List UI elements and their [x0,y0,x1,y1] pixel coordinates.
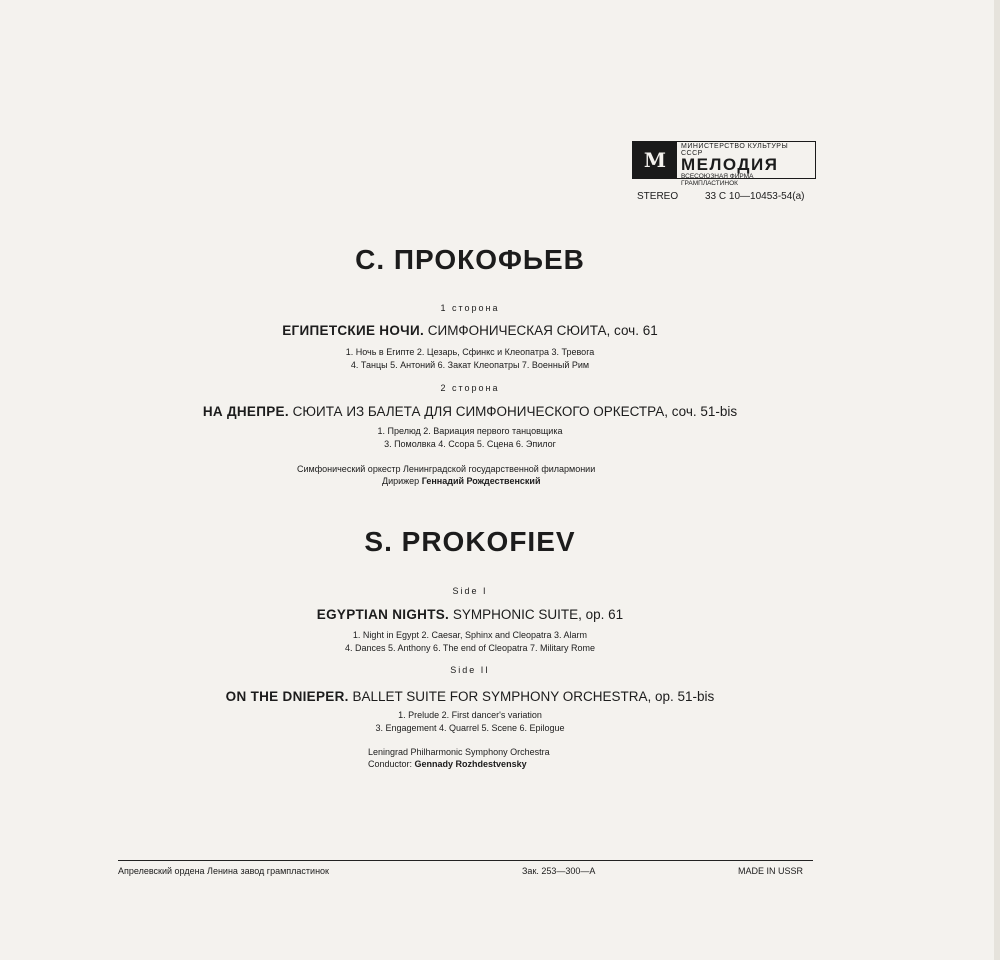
footer-rule [118,860,813,861]
work2-tracks-line1-en: 1. Prelude 2. First dancer's variation [398,710,542,720]
conductor-name-ru: Геннадий Рождественский [421,476,541,486]
work2-subtitle-ru: СЮИТА ИЗ БАЛЕТА ДЛЯ СИМФОНИЧЕСКОГО ОРКЕСТРА, соч. 51-bis [292,404,738,419]
conductor-ru [382,475,541,488]
side2-label-ru: 2 сторона [440,383,500,393]
work2-title-ru: НА ДНЕПРЕ. [202,404,289,419]
catalog-number: 33 С 10—10453-54(а) [705,191,805,202]
side1-label-ru: 1 сторона [440,303,500,313]
work1-tracks-line2-en: 4. Dances 5. Anthony 6. The end of Cleopatra 7. Military Rome [345,642,595,653]
work2-tracks-line2-ru: 3. Помолвка 4. Ссора 5. Сцена 6. Эпилог [384,438,556,449]
orchestra-en: Leningrad Philharmonic Symphony Orchestra [368,747,550,757]
melodiya-badge-icon: М [633,142,677,178]
orchestra-ru: Симфонический оркестр Ленинградской государственной филармонии [297,464,596,474]
work2-tracks-en [0,709,940,734]
logo-ministry: МИНИСТЕРСТВО КУЛЬТУРЫ СССР [681,143,789,157]
work2-tracks-ru [0,425,940,450]
work1-tracks-line1-en: 1. Night in Egypt 2. Caesar, Sphinx and Cleopatra 3. Alarm [352,630,588,640]
logo-subtitle: ВСЕСОЮЗНАЯ ФИРМА ГРАМПЛАСТИНОК [681,173,754,187]
paper-edge [994,0,1000,960]
work1-title-en: EGYPTIAN NIGHTS. [316,607,450,622]
work2-tracks-line2-en: 3. Engagement 4. Quarrel 5. Scene 6. Epilogue [375,722,565,733]
work2-ru [0,404,940,419]
made-in-ussr: MADE IN USSR [738,866,804,876]
logo-brand: МЕЛОДИЯ [681,155,779,174]
work2-title-en: ON THE DNIEPER. [225,689,349,704]
logo-text [677,142,815,187]
work2-subtitle-en: BALLET SUITE FOR SYMPHONY ORCHESTRA, op. 51-bis [352,689,715,704]
work1-tracks-ru [0,346,940,371]
composer-en: S. PROKOFIEV [364,526,576,557]
work1-title-ru: ЕГИПЕТСКИЕ НОЧИ. [282,323,425,338]
conductor-label-ru: Дирижер [382,476,420,486]
stereo-label: STEREO [637,191,679,202]
conductor-name-en: Gennady Rozhdestvensky [414,759,527,769]
work1-tracks-en [0,629,940,654]
work1-subtitle-en: SYMPHONIC SUITE, op. 61 [452,607,624,622]
conductor-en [368,758,527,771]
plant-name: Апрелевский ордена Ленина завод грампластинок [118,866,329,876]
composer-ru: С. ПРОКОФЬЕВ [355,244,585,275]
conductor-label-en: Conductor: [368,759,413,769]
work2-tracks-line1-ru: 1. Прелюд 2. Вариация первого танцовщика [377,426,563,436]
side1-label-en: Side I [452,586,488,596]
order-number: Зак. 253—300—А [522,866,596,876]
work1-en [0,607,940,622]
work1-ru [0,323,940,338]
work1-subtitle-ru: СИМФОНИЧЕСКАЯ СЮИТА, соч. 61 [427,323,658,338]
work1-tracks-line1-ru: 1. Ночь в Египте 2. Цезарь, Сфинкс и Клеопатра 3. Тревога [345,347,595,357]
work2-en [0,689,940,704]
side2-label-en: Side II [450,665,490,675]
work1-tracks-line2-ru: 4. Танцы 5. Антоний 6. Закат Клеопатры 7. Военный Рим [350,359,590,370]
melodiya-logo [632,141,816,187]
